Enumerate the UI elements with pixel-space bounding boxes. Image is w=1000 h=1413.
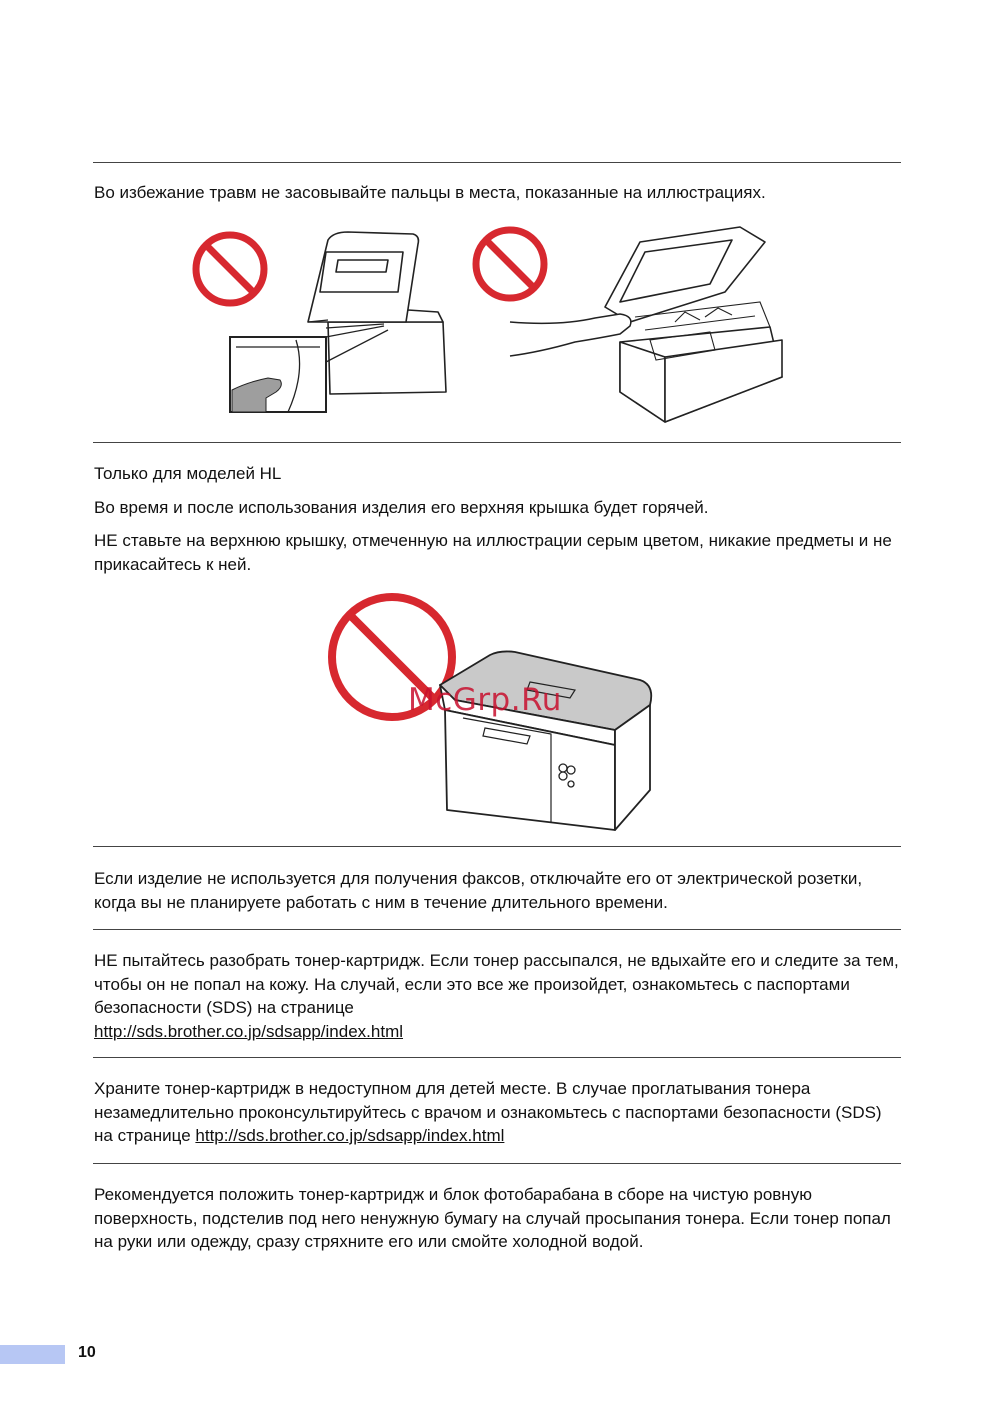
divider [93,442,901,443]
watermark: McGrp.Ru [408,682,562,718]
no-objects-warning: НЕ ставьте на верхнюю крышку, отмеченную на иллюстрации серым цветом, никакие предметы и не прикасайтесь к ней. [94,531,892,574]
sds-link[interactable]: http://sds.brother.co.jp/sdsapp/index.html [195,1126,505,1145]
prohibition-icon [476,230,544,298]
hot-cover-warning: Во время и после использования изделия его верхняя крышка будет горячей. [94,498,709,517]
page-tab-marker [0,1345,65,1364]
hl-models-title: Только для моделей HL [94,464,282,483]
page-number: 10 [78,1344,96,1361]
disassemble-warning-text: НЕ пытайтесь разобрать тонер-картридж. Если тонер рассыпался, не вдыхайте его и следите за тем, чтобы он не попал на кожу. На случай, если это все же произойдет, ознакомьтесь с паспортами безопасности (SDS) на странице [94,951,899,1017]
unplug-advice: Если изделие не используется для получения факсов, отключайте его от электрической розетки, когда вы не планируете работать с ним в течение длительного времени. [94,869,863,912]
hand [510,314,631,356]
fingers-warning-text: Во избежание травм не засовывайте пальцы в места, показанные на иллюстрациях. [94,183,766,202]
sds-link[interactable]: http://sds.brother.co.jp/sdsapp/index.html [94,1021,404,1041]
divider [93,1163,901,1164]
children-warning-text: Храните тонер-картридж в недоступном для детей месте. В случае проглатывания тонера незамедлительно проконсультируйтесь с врачом и ознакомьтесь с паспортами безопасности (SDS) на странице [94,1079,882,1145]
disassemble-warning [94,949,904,1043]
divider [93,846,901,847]
surface-advice: Рекомендуется положить тонер-картридж и блок фотобарабана в сборе на чистую ровную поверхность, подстелив под него ненужную бумагу на случай просыпания тонера. Если тонер попал на руки или одежду, сразу стряхните его или смойте холодной водой. [94,1185,891,1251]
illustration-scanner-lid-pinch [188,222,458,417]
illustration-scanner-open-hand [470,222,800,427]
prohibition-icon [196,235,264,303]
children-warning [94,1077,904,1148]
divider [93,929,901,930]
divider [93,1057,901,1058]
divider [93,162,901,163]
